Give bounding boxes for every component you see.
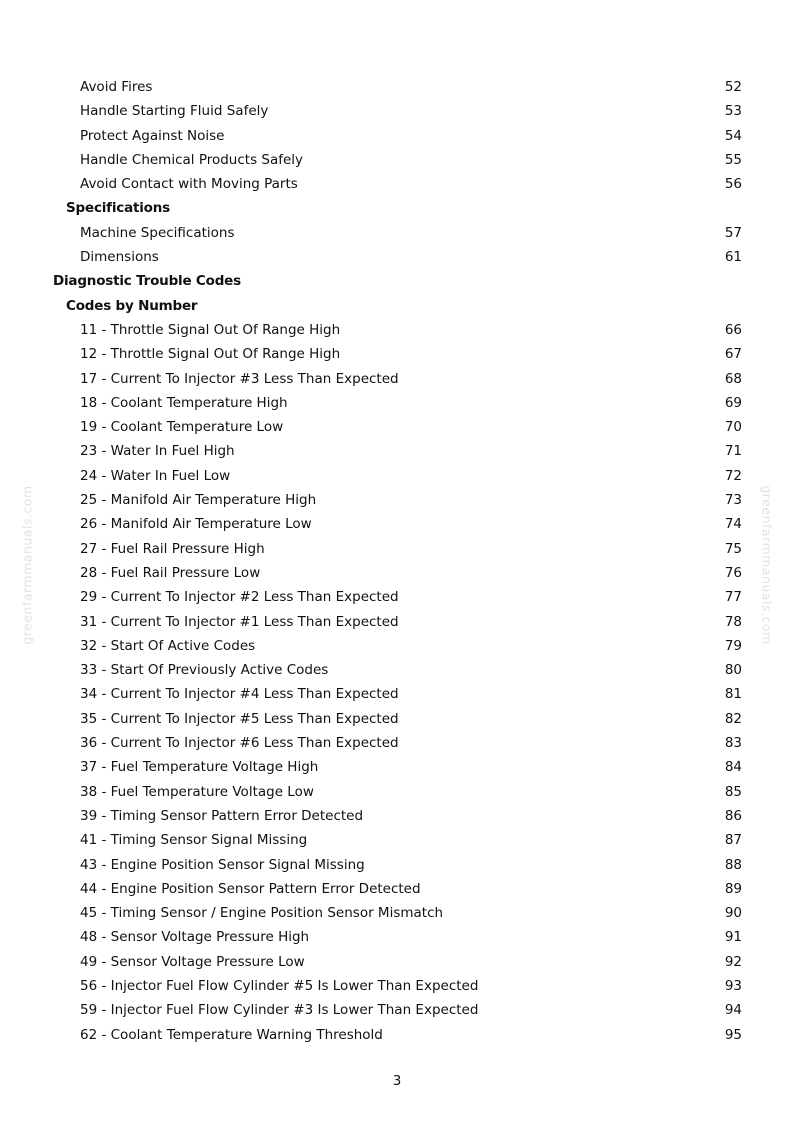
toc-entry-page: 80: [724, 662, 742, 679]
toc-entry-title: 56 - Injector Fuel Flow Cylinder #5 Is Lower Than Expected: [80, 977, 479, 994]
toc-entry-page: 73: [724, 492, 742, 509]
toc-entry-page: 53: [724, 103, 742, 120]
toc-entry-page: 89: [724, 880, 742, 897]
toc-entry[interactable]: [0, 367, 794, 391]
toc-entry-page: 54: [724, 127, 742, 144]
toc-entry-title: 29 - Current To Injector #2 Less Than Expected: [80, 589, 399, 606]
toc-entry[interactable]: [0, 561, 794, 585]
toc-entry-title: 35 - Current To Injector #5 Less Than Expected: [80, 710, 399, 727]
toc-entry-page: 76: [724, 564, 742, 581]
toc-entry-page: 78: [724, 613, 742, 630]
toc-entry[interactable]: [0, 488, 794, 512]
toc-entry[interactable]: [0, 634, 794, 658]
toc-entry[interactable]: [0, 1023, 794, 1047]
toc-entry[interactable]: [0, 537, 794, 561]
toc-entry-title: 12 - Throttle Signal Out Of Range High: [80, 346, 341, 363]
toc-entry-page: 86: [724, 807, 742, 824]
toc-entry-title: 59 - Injector Fuel Flow Cylinder #3 Is Lower Than Expected: [80, 1002, 479, 1019]
toc-entry-page: 69: [724, 394, 742, 411]
toc-entry-title: Specifications: [66, 200, 170, 217]
toc-entry-page: 87: [724, 832, 742, 849]
toc-entry[interactable]: [0, 75, 794, 99]
toc-heading[interactable]: [0, 294, 794, 318]
toc-entry-title: 38 - Fuel Temperature Voltage Low: [80, 783, 314, 800]
toc-entry-page: 79: [724, 637, 742, 654]
toc-entry-title: 43 - Engine Position Sensor Signal Missing: [80, 856, 365, 873]
toc-entry-page: 92: [724, 953, 742, 970]
toc-entry-title: 44 - Engine Position Sensor Pattern Error Detected: [80, 880, 421, 897]
toc-entry-page: 75: [724, 540, 742, 557]
toc-entry[interactable]: [0, 998, 794, 1022]
toc-entry-title: Avoid Contact with Moving Parts: [80, 176, 298, 193]
toc-entry-title: 23 - Water In Fuel High: [80, 443, 235, 460]
toc-entry[interactable]: [0, 707, 794, 731]
toc-entry[interactable]: [0, 682, 794, 706]
toc-entry[interactable]: [0, 925, 794, 949]
toc-entry-page: 52: [724, 79, 742, 95]
toc-entry[interactable]: [0, 901, 794, 925]
table-of-contents: [0, 75, 794, 1047]
toc-entry-title: 25 - Manifold Air Temperature High: [80, 492, 317, 509]
toc-entry-title: Codes by Number: [66, 297, 198, 314]
toc-entry[interactable]: [0, 877, 794, 901]
watermark-right: greenfarmmanuals.com: [759, 485, 775, 645]
toc-entry-title: Diagnostic Trouble Codes: [53, 273, 241, 290]
toc-entry-title: 37 - Fuel Temperature Voltage High: [80, 759, 319, 776]
toc-entry-page: 82: [724, 710, 742, 727]
toc-entry-page: 93: [724, 977, 742, 994]
toc-entry-page: 68: [724, 370, 742, 387]
toc-entry-page: 74: [724, 516, 742, 533]
toc-entry-page: 67: [724, 346, 742, 363]
toc-entry-title: 17 - Current To Injector #3 Less Than Expected: [80, 370, 399, 387]
toc-entry-title: 18 - Coolant Temperature High: [80, 394, 288, 411]
toc-entry-page: 83: [724, 735, 742, 752]
toc-entry[interactable]: [0, 391, 794, 415]
toc-entry[interactable]: [0, 124, 794, 148]
toc-entry[interactable]: [0, 755, 794, 779]
toc-entry[interactable]: [0, 974, 794, 998]
toc-entry-title: 39 - Timing Sensor Pattern Error Detected: [80, 807, 364, 824]
toc-entry[interactable]: [0, 658, 794, 682]
toc-entry[interactable]: [0, 245, 794, 269]
toc-entry[interactable]: [0, 172, 794, 196]
toc-entry-title: Protect Against Noise: [80, 127, 225, 144]
toc-entry[interactable]: [0, 318, 794, 342]
toc-entry-title: Avoid Fires: [80, 79, 153, 95]
toc-entry-title: 32 - Start Of Active Codes: [80, 637, 256, 654]
toc-entry-page: 55: [724, 151, 742, 168]
toc-entry[interactable]: [0, 415, 794, 439]
toc-entry[interactable]: [0, 99, 794, 123]
toc-entry-page: 72: [724, 467, 742, 484]
page-number: 3: [392, 1073, 402, 1089]
toc-entry-title: 11 - Throttle Signal Out Of Range High: [80, 321, 341, 338]
toc-entry[interactable]: [0, 731, 794, 755]
toc-entry[interactable]: [0, 512, 794, 536]
toc-entry-title: Machine Specifications: [80, 224, 235, 241]
toc-entry-title: 49 - Sensor Voltage Pressure Low: [80, 953, 305, 970]
toc-entry-page: 95: [724, 1026, 742, 1043]
toc-entry[interactable]: [0, 464, 794, 488]
toc-entry[interactable]: [0, 439, 794, 463]
toc-entry-title: 31 - Current To Injector #1 Less Than Expected: [80, 613, 399, 630]
toc-entry-title: 45 - Timing Sensor / Engine Position Sensor Mismatch: [80, 905, 444, 922]
toc-entry-title: 27 - Fuel Rail Pressure High: [80, 540, 265, 557]
toc-entry-title: 26 - Manifold Air Temperature Low: [80, 516, 312, 533]
toc-entry[interactable]: [0, 342, 794, 366]
toc-entry-page: 94: [724, 1002, 742, 1019]
toc-entry-page: 57: [724, 224, 742, 241]
toc-entry-title: 33 - Start Of Previously Active Codes: [80, 662, 329, 679]
toc-entry-title: Handle Starting Fluid Safely: [80, 103, 269, 120]
toc-entry-page: 91: [724, 929, 742, 946]
toc-entry-page: 71: [724, 443, 742, 460]
toc-entry-page: 88: [724, 856, 742, 873]
toc-entry-title: 19 - Coolant Temperature Low: [80, 419, 284, 436]
toc-entry-title: 36 - Current To Injector #6 Less Than Expected: [80, 735, 399, 752]
toc-heading[interactable]: [0, 269, 794, 293]
toc-entry-page: 84: [724, 759, 742, 776]
toc-entry[interactable]: [0, 221, 794, 245]
toc-entry-page: 66: [724, 321, 742, 338]
toc-entry-title: 34 - Current To Injector #4 Less Than Expected: [80, 686, 399, 703]
toc-entry[interactable]: [0, 148, 794, 172]
toc-entry-title: 48 - Sensor Voltage Pressure High: [80, 929, 310, 946]
toc-entry[interactable]: [0, 780, 794, 804]
toc-entry-page: 81: [724, 686, 742, 703]
toc-entry-title: Handle Chemical Products Safely: [80, 151, 304, 168]
toc-entry[interactable]: [0, 828, 794, 852]
toc-entry-page: 90: [724, 905, 742, 922]
toc-entry-title: 62 - Coolant Temperature Warning Threshold: [80, 1026, 383, 1043]
toc-entry-page: 56: [724, 176, 742, 193]
toc-heading[interactable]: [0, 196, 794, 220]
toc-entry-title: 24 - Water In Fuel Low: [80, 467, 231, 484]
toc-entry-title: Dimensions: [80, 249, 159, 266]
toc-entry-title: 41 - Timing Sensor Signal Missing: [80, 832, 308, 849]
toc-entry[interactable]: [0, 804, 794, 828]
toc-entry[interactable]: [0, 950, 794, 974]
toc-entry-page: 70: [724, 419, 742, 436]
toc-entry-page: 61: [724, 249, 742, 266]
toc-entry[interactable]: [0, 610, 794, 634]
toc-entry-page: 77: [724, 589, 742, 606]
toc-entry-title: 28 - Fuel Rail Pressure Low: [80, 564, 261, 581]
watermark-left: greenfarmmanuals.com: [19, 485, 35, 645]
toc-entry[interactable]: [0, 853, 794, 877]
toc-entry-page: 85: [724, 783, 742, 800]
toc-entry[interactable]: [0, 585, 794, 609]
